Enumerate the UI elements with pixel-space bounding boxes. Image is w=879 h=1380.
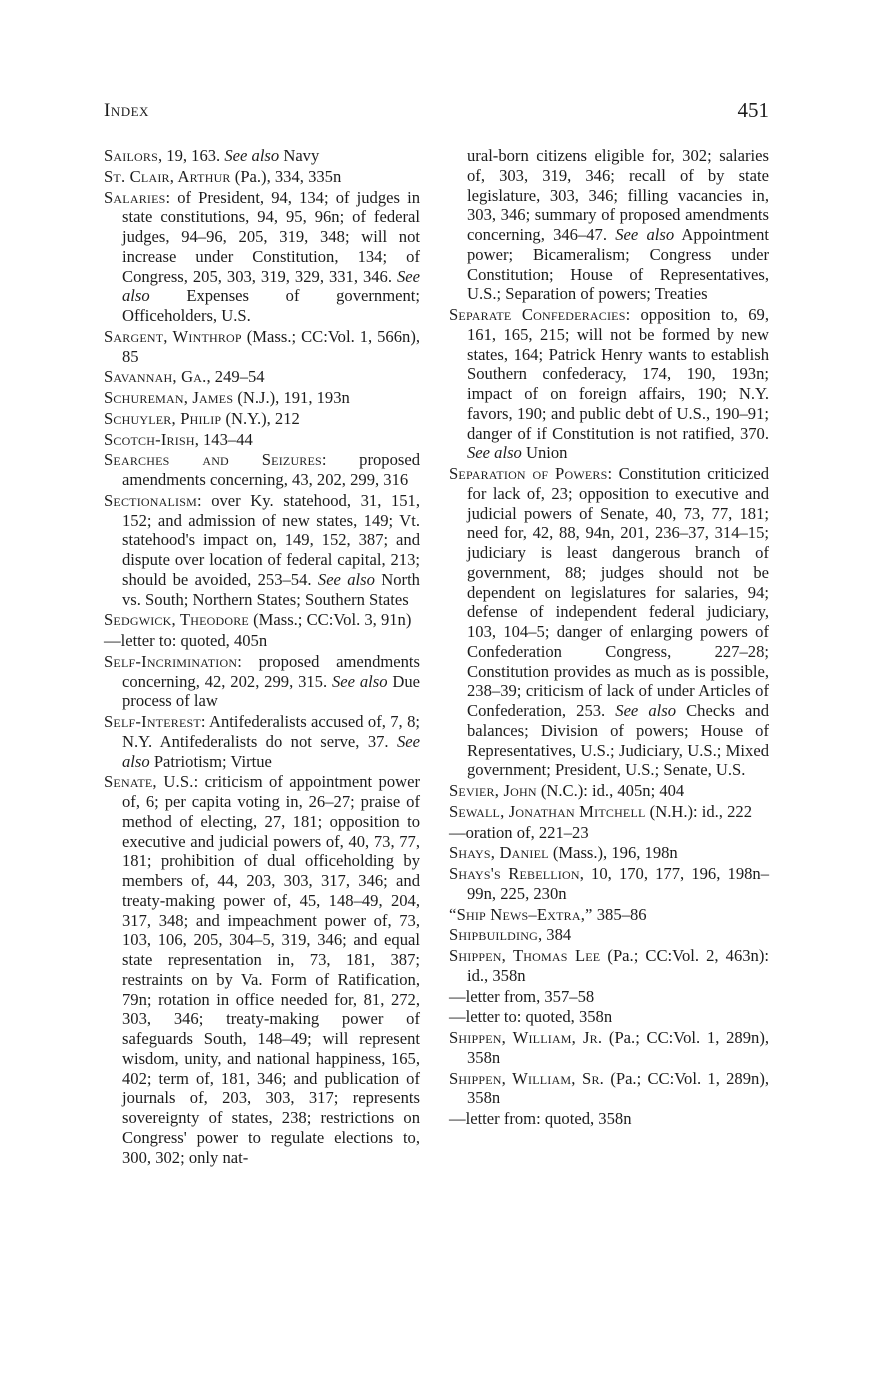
see-also-label: See also (331, 671, 388, 691)
index-heading: Sedgwick, Theodore (104, 610, 249, 630)
see-also-targets: Union (521, 443, 568, 463)
index-heading: Sevier, John (449, 781, 537, 800)
index-locators: (N.Y.), 212 (221, 408, 300, 428)
running-head: Index (104, 100, 149, 121)
index-heading: Separate Confederacies (449, 305, 626, 324)
index-locators: ural-born citizens eligible for, 302; salaries of, 303, 319, 346; recall of by state legislature, 303, 346; filling vacancies in, 303, 346; summary of proposed amendments concerning, 346–47. (467, 146, 769, 244)
index-heading: Sailors (104, 146, 158, 165)
see-also-label: See also (615, 225, 675, 244)
index-column-right (449, 146, 769, 1130)
index-entry (104, 409, 420, 429)
index-subentry (449, 823, 769, 843)
page-number: 451 (737, 98, 769, 122)
index-heading: Self-Incrimination (104, 651, 238, 671)
index-heading: Salaries (104, 187, 166, 207)
index-heading: Senate, U.S. (104, 772, 194, 792)
index-locators: (N.J.), 191, 193n (233, 388, 350, 407)
index-locators: (Mass.; CC:Vol. 3, 91n) (248, 610, 412, 630)
see-also-targets: Expenses of government; Officeholders, U.S. (122, 286, 420, 325)
index-entry (449, 464, 769, 780)
see-also-targets: Checks and balances; Division of powers; House of Representatives, U.S.; Judiciary, U.S.; Mixed government; President, U.S.; Senate, U.S. (467, 701, 769, 780)
index-locators: : of President, 94, 134; of judges in state constitutions, 94, 95, 96n; of federal judges, 94–96, 205, 319, 348; will not increase under Constitution, 134; of Congress, 205, 303, 319, 329, 331, 346. (122, 187, 420, 286)
index-heading: Sargent, Winthrop (104, 326, 242, 346)
index-entry (104, 610, 420, 630)
index-entry (449, 843, 769, 863)
index-entry (104, 491, 420, 610)
index-subentry (449, 1007, 769, 1027)
index-entry (449, 1069, 769, 1109)
index-heading: Shippen, William, Jr. (449, 1028, 603, 1047)
index-locators: : opposition to, 69, 161, 165, 215; will not be formed by new states, 164; Patrick Henry wants to establish Southern confederacy, 174, 190, 193n; impact of on foreign affairs, 190; N.Y. favors, 190; and public debt of U.S., 190–91; danger of if Constitution is not ratified, 370. (467, 305, 769, 443)
index-entry (104, 167, 420, 187)
see-also-targets: Navy (279, 146, 320, 165)
index-locators: (Pa.; CC:Vol. 1, 289n), 358n (467, 1068, 769, 1108)
index-locators: : Antifederalists accused of, 7, 8; N.Y. Antifederalists do not serve, 37. (122, 712, 420, 751)
index-entry (449, 925, 769, 945)
index-locators: (Pa.; CC:Vol. 1, 289n), 358n (467, 1028, 769, 1067)
index-column-left (104, 146, 420, 1168)
index-heading: Sewall, Jonathan Mitchell (449, 801, 646, 821)
index-locators: —letter from, 357–58 (449, 986, 595, 1006)
index-heading: Savannah, Ga. (104, 367, 207, 387)
index-entry (449, 1028, 769, 1068)
see-also-label: See also (467, 443, 522, 463)
index-heading: Sectionalism (104, 490, 197, 510)
index-heading: Separation of Powers (449, 464, 608, 483)
index-locators: , 19, 163. (157, 146, 225, 165)
index-locators: , 249–54 (206, 367, 265, 387)
index-locators: 385–86 (592, 904, 647, 924)
index-locators: : proposed amendments concerning, 42, 202, 299, 315. (122, 651, 420, 691)
index-heading: Scotch-Irish (104, 429, 195, 449)
see-also-label: See also (122, 266, 420, 306)
index-locators: —letter to: quoted, 405n (104, 631, 268, 650)
see-also-targets: Patriotism; Virtue (149, 751, 272, 771)
index-locators: : criticism of appointment power of, 6; per capita voting in, 26–27; praise of method of electing, 27, 181; opposition to executive and judicial powers of, 40, 73, 77, 181; prohibition of dual officeholding by members of, 44, 203, 303, 317, 346; and treaty-making power of, 45, 148–49, 204, 317, 348; and impeachment power of, 73, 103, 106, 205, 304–5, 319, 346; and equal state representation in, 73, 181, 387; restraints on by Va. Form of Ratification, 79n; rotation in office needed for, 81, 272, 303, 346; treaty-making power of safeguards South, 148–49; will represent wisdom, unity, and national happiness, 165, 402; term of, 181, 346; and publication of journals of, 203, 303, 317; represents sovereignty of states, 238; restrictions on Congress' power to regulate elections to, 300, 302; only nat- (122, 772, 420, 1167)
index-heading: St. Clair, Arthur (104, 166, 231, 186)
index-locators: (Mass.), 196, 198n (548, 843, 678, 863)
index-entry (104, 327, 420, 367)
index-entry (449, 781, 769, 801)
see-also-label: See also (224, 146, 280, 165)
index-heading: Schureman, James (104, 388, 234, 407)
see-also-targets: North vs. South; Northern States; Southern States (122, 569, 420, 609)
index-entry (104, 188, 420, 326)
index-locators: —letter from: quoted, 358n (449, 1109, 632, 1128)
see-also-label: See also (122, 731, 420, 771)
index-locators: —letter to: quoted, 358n (449, 1007, 613, 1027)
index-entry (449, 864, 769, 904)
index-locators: (Pa.; CC:Vol. 2, 463n): id., 358n (467, 946, 769, 985)
index-entry (104, 367, 420, 387)
index-entry (104, 652, 420, 711)
index-heading: Self-Interest (104, 712, 201, 731)
index-entry (104, 712, 420, 771)
index-subentry (449, 1109, 769, 1129)
index-heading: “Ship News–Extra,” (449, 904, 593, 924)
index-locators: , 384 (537, 925, 572, 945)
index-entry (449, 905, 769, 925)
see-also-label: See also (317, 569, 375, 589)
index-heading: Shippen, Thomas Lee (449, 946, 601, 965)
index-locators: , 10, 170, 177, 196, 198n–99n, 225, 230n (467, 864, 770, 903)
index-entry (449, 946, 769, 986)
see-also-label: See also (615, 701, 677, 720)
index-entry (449, 305, 769, 463)
index-heading: Schuyler, Philip (104, 408, 222, 428)
index-locators: : Constitution criticized for lack of, 23; opposition to executive and judicial powers of Senate, 40, 73, 77, 181; need for, 42, 88, 94n, 201, 236–37, 314–15; judiciary is least dangerous branch of government, 88; judges should not be dependent on legislatures for salaries, 94; defense of independent federal judiciary, 103, 104–5; danger of enlarging powers of Confederation Congress, 227–28; Constitution provides as much as is possible, 238–39; criticism of lack of under Articles of Confederation, 253. (467, 464, 769, 720)
index-entry (104, 772, 420, 1167)
index-locators: (N.C.): id., 405n; 404 (536, 781, 685, 800)
index-heading: Shippen, William, Sr. (449, 1068, 605, 1088)
index-entry-continued (467, 146, 769, 304)
index-entry (104, 146, 420, 166)
index-locators: (N.H.): id., 222 (645, 801, 752, 821)
index-locators: —oration of, 221–23 (449, 822, 589, 842)
index-subentry (104, 631, 420, 651)
index-heading: Shays's Rebellion (449, 864, 580, 883)
see-also-targets: Due process of law (122, 671, 421, 711)
index-entry (104, 450, 420, 490)
index-entry (104, 430, 420, 450)
index-entry (104, 388, 420, 408)
index-entry (449, 802, 769, 822)
index-subentry (449, 987, 769, 1007)
index-heading: Shipbuilding (449, 925, 538, 945)
index-heading: Shays, Daniel (449, 843, 549, 863)
index-locators: : proposed amendments concerning, 43, 202, 299, 316 (122, 450, 420, 489)
index-heading: Searches and Seizures (104, 450, 322, 470)
index-locators: : over Ky. statehood, 31, 151, 152; and admission of new states, 149; Vt. statehood's impact on, 149, 152, 387; and dispute over location of federal capital, 213; should be avoided, 253–54. (122, 490, 420, 589)
index-locators: , 143–44 (194, 429, 253, 449)
index-locators: (Pa.), 334, 335n (230, 166, 342, 186)
see-also-targets: Appointment power; Bicameralism; Congress under Constitution; House of Representatives, U.S.; Separation of powers; Treaties (467, 225, 769, 304)
index-locators: (Mass.; CC:Vol. 1, 566n), 85 (122, 326, 420, 366)
